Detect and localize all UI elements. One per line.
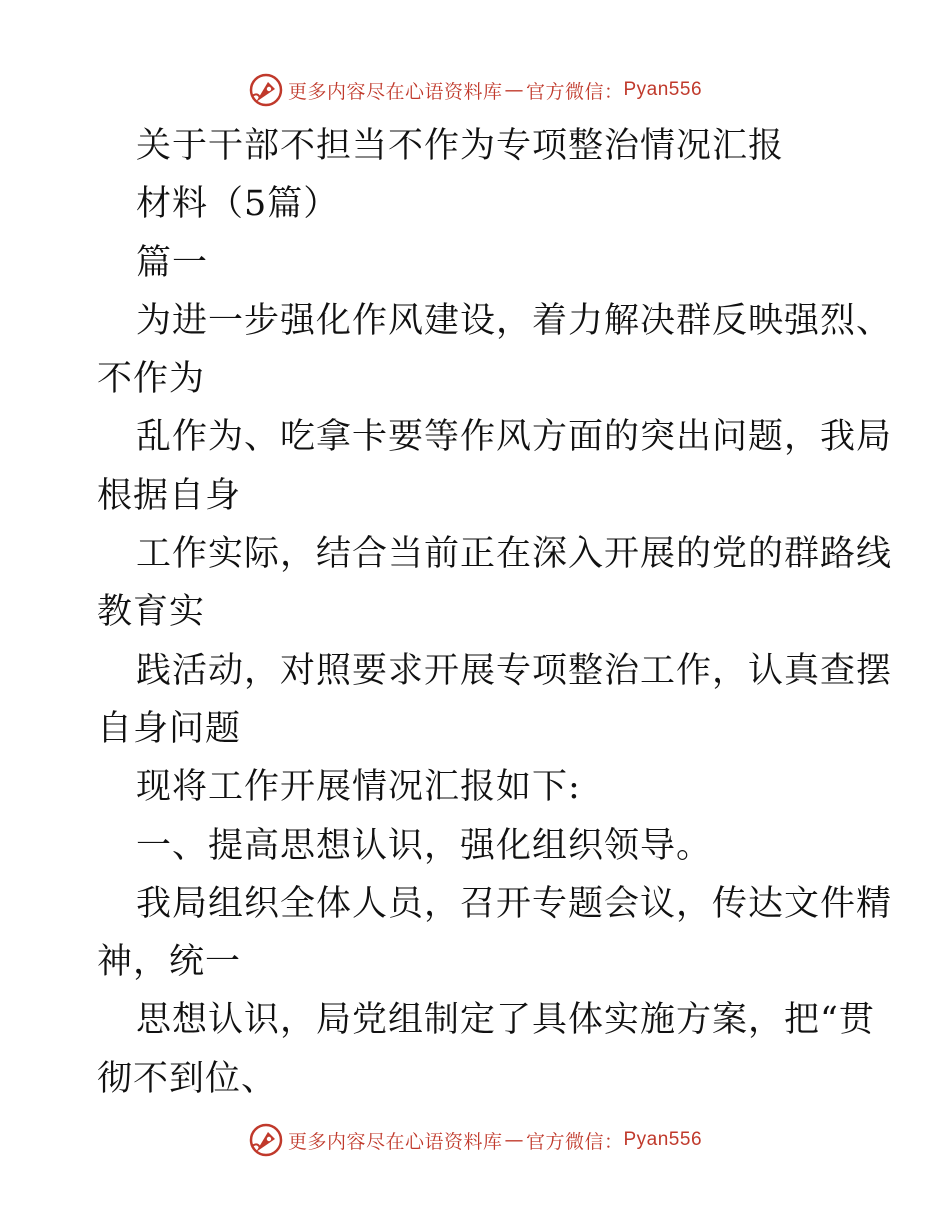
paragraph-line: 篇一 xyxy=(136,242,209,283)
paragraph-line: 自身问题 xyxy=(97,708,242,749)
watermark-wechat-id: Pyan556 xyxy=(623,1129,703,1150)
document-title-line: 材料（5篇） xyxy=(136,184,340,225)
header-watermark xyxy=(0,70,950,110)
watermark-wechat-label: 官方微信： xyxy=(525,80,624,103)
watermark-site: 更多内容尽在心语资料库 xyxy=(287,80,503,103)
paragraph-line: 一、提高思想认识，强化组织领导。 xyxy=(136,825,713,866)
watermark-dash: — xyxy=(504,1129,524,1151)
pen-nib-logo-icon xyxy=(248,72,284,108)
paragraph-line: 现将工作开展情况汇报如下: xyxy=(136,767,581,808)
watermark-wechat-label: 官方微信： xyxy=(525,1130,624,1153)
document-body xyxy=(97,117,893,1108)
pen-nib-logo-icon xyxy=(248,1122,284,1158)
paragraph-line: 工作实际，结合当前正在深入开展的党的群路线 xyxy=(136,534,893,575)
paragraph-line: 根据自身 xyxy=(97,475,242,516)
paragraph-line: 彻不到位、 xyxy=(97,1058,278,1099)
watermark-wechat-id: Pyan556 xyxy=(623,79,703,100)
paragraph-line: 思想认识，局党组制定了具体实施方案，把“贯 xyxy=(136,1000,875,1041)
watermark-site: 更多内容尽在心语资料库 xyxy=(287,1130,503,1153)
paragraph-line: 神，统一 xyxy=(97,942,242,983)
paragraph-line: 乱作为、吃拿卡要等作风方面的突出问题，我局 xyxy=(136,417,893,458)
paragraph-line: 为进一步强化作风建设，着力解决群反映强烈、 xyxy=(136,300,893,341)
paragraph-line: 教育实 xyxy=(97,592,206,633)
paragraph-line: 我局组织全体人员，召开专题会议，传达文件精 xyxy=(136,883,893,924)
watermark-dash: — xyxy=(504,79,524,101)
paragraph-line: 践活动，对照要求开展专项整治工作，认真查摆 xyxy=(136,650,893,691)
document-title-line: 关于干部不担当不作为专项整治情况汇报 xyxy=(136,126,785,166)
footer-watermark xyxy=(0,1120,950,1160)
paragraph-line: 不作为 xyxy=(97,359,206,400)
